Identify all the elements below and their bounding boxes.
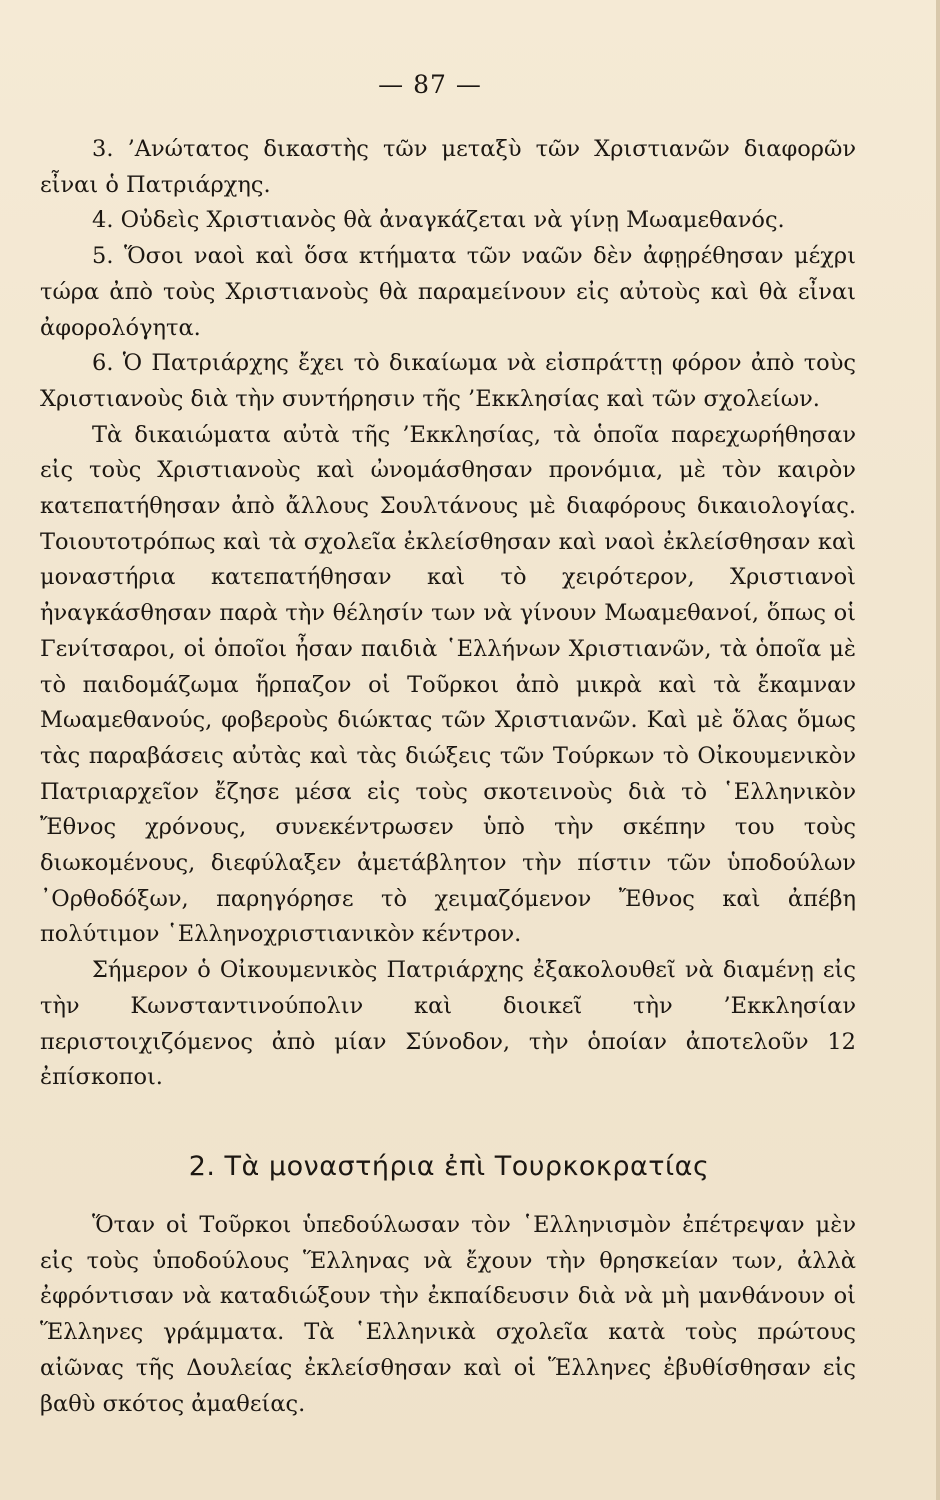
paragraph-monasteries: Ὅταν οἱ Τοῦρκοι ὑπεδούλωσαν τὸν ῾Ελληνισμὸν ἐπέτρεψαν μὲν εἰς τοὺς ὑποδούλους Ἕλληνας νὰ ἔχουν τὴν θρησκείαν των, ἀλλὰ ἐφρόντισαν νὰ καταδιώξουν τὴν ἐκπαίδευσιν διὰ νὰ μὴ μανθάνουν οἱ Ἕλληνες γράμματα. Τὰ ῾Ελληνικὰ σχολεῖα κατὰ τοὺς πρώτους αἰῶνας τῆς Δουλείας ἐκλείσθησαν καὶ οἱ Ἕλληνες ἐβυθίσθησαν εἰς βαθὺ σκότος ἀμαθείας. bbox=[40, 1212, 856, 1417]
section-text bbox=[40, 1208, 856, 1422]
section-heading: 2. Τὰ μοναστήρια ἐπὶ Τουρκοκρατίας bbox=[188, 1151, 710, 1182]
list-item-4: 4. Οὐδεὶς Χριστιανὸς θὰ ἀναγκάζεται νὰ γίνῃ Μωαμεθανός. bbox=[92, 207, 785, 234]
paragraph-today: Σήμερον ὁ Οἰκουμενικὸς Πατριάρχης ἐξακολουθεῖ νὰ διαμένῃ εἰς τὴν Κωνσταντινούπολιν καὶ διοικεῖ τὴν ’Εκκλησίαν περιστοιχιζόμενος ἀπὸ μίαν Σύνοδον, τὴν ὁποίαν ἀποτελοῦν 12 ἐπίσκοποι. bbox=[40, 957, 856, 1091]
main-text bbox=[40, 132, 856, 1096]
paragraph-privileges: Τὰ δικαιώματα αὐτὰ τῆς ’Εκκλησίας, τὰ ὁποῖα παρεχωρήθησαν εἰς τοὺς Χριστιανοὺς καὶ ὠνομάσθησαν προνόμια, μὲ τὸν καιρὸν κατεπατήθησαν ἀπὸ ἄλλους Σουλτάνους μὲ διαφόρους δικαιολογίας. Τοιουτοτρόπως καὶ τὰ σχολεῖα ἐκλείσθησαν καὶ ναοὶ ἐκλείσθησαν καὶ μοναστήρια κατεπατήθησαν καὶ τὸ χειρότερον, Χριστιανοὶ ἠναγκάσθησαν παρὰ τὴν θέλησίν των νὰ γίνουν Μωαμεθανοί, ὅπως οἱ Γενίτσαροι, οἱ ὁποῖοι ἦσαν παιδιὰ ῾Ελλήνων Χριστιανῶν, τὰ ὁποῖα μὲ τὸ παιδομάζωμα ἥρπαζον οἱ Τοῦρκοι ἀπὸ μικρὰ καὶ τὰ ἔκαμναν Μωαμεθανούς, φοβεροὺς διώκτας τῶν Χριστιανῶν. Καὶ μὲ ὅλας ὅμως τὰς παραβάσεις αὐτὰς καὶ τὰς διώξεις τῶν Τούρκων τὸ Οἰκουμενικὸν Πατριαρχεῖον ἔζησε μέσα εἰς τοὺς σκοτεινοὺς διὰ τὸ ῾Ελληνικὸν Ἔθνος χρόνους, συνεκέντρωσεν ὑπὸ τὴν σκέπην του τοὺς διωκομένους, διεφύλαξεν ἀμετάβλητον τὴν πίστιν τῶν ὑποδούλων ᾿Ορθοδόξων, παρηγόρησε τὸ χειμαζόμενον Ἔθνος καὶ ἀπέβη πολύτιμον ῾Ελληνοχριστιανικὸν κέντρον. bbox=[40, 421, 856, 948]
list-item-3: 3. ’Ανώτατος δικαστὴς τῶν μεταξὺ τῶν Χριστιανῶν διαφορῶν εἶναι ὁ Πατριάρχης. bbox=[40, 136, 856, 198]
page-number: — 87 — bbox=[378, 70, 482, 99]
list-item-6: 6. Ὁ Πατριάρχης ἔχει τὸ δικαίωμα νὰ εἰσπράττῃ φόρον ἀπὸ τοὺς Χριστιανοὺς διὰ τὴν συντήρησιν τῆς ’Εκκλησίας καὶ τῶν σχολείων. bbox=[40, 350, 856, 412]
list-item-5: 5. Ὅσοι ναοὶ καὶ ὅσα κτήματα τῶν ναῶν δὲν ἀφῃρέθησαν μέχρι τώρα ἀπὸ τοὺς Χριστιανοὺς θὰ παραμείνουν εἰς αὐτοὺς καὶ θὰ εἶναι ἀφορολόγητα. bbox=[40, 243, 856, 341]
